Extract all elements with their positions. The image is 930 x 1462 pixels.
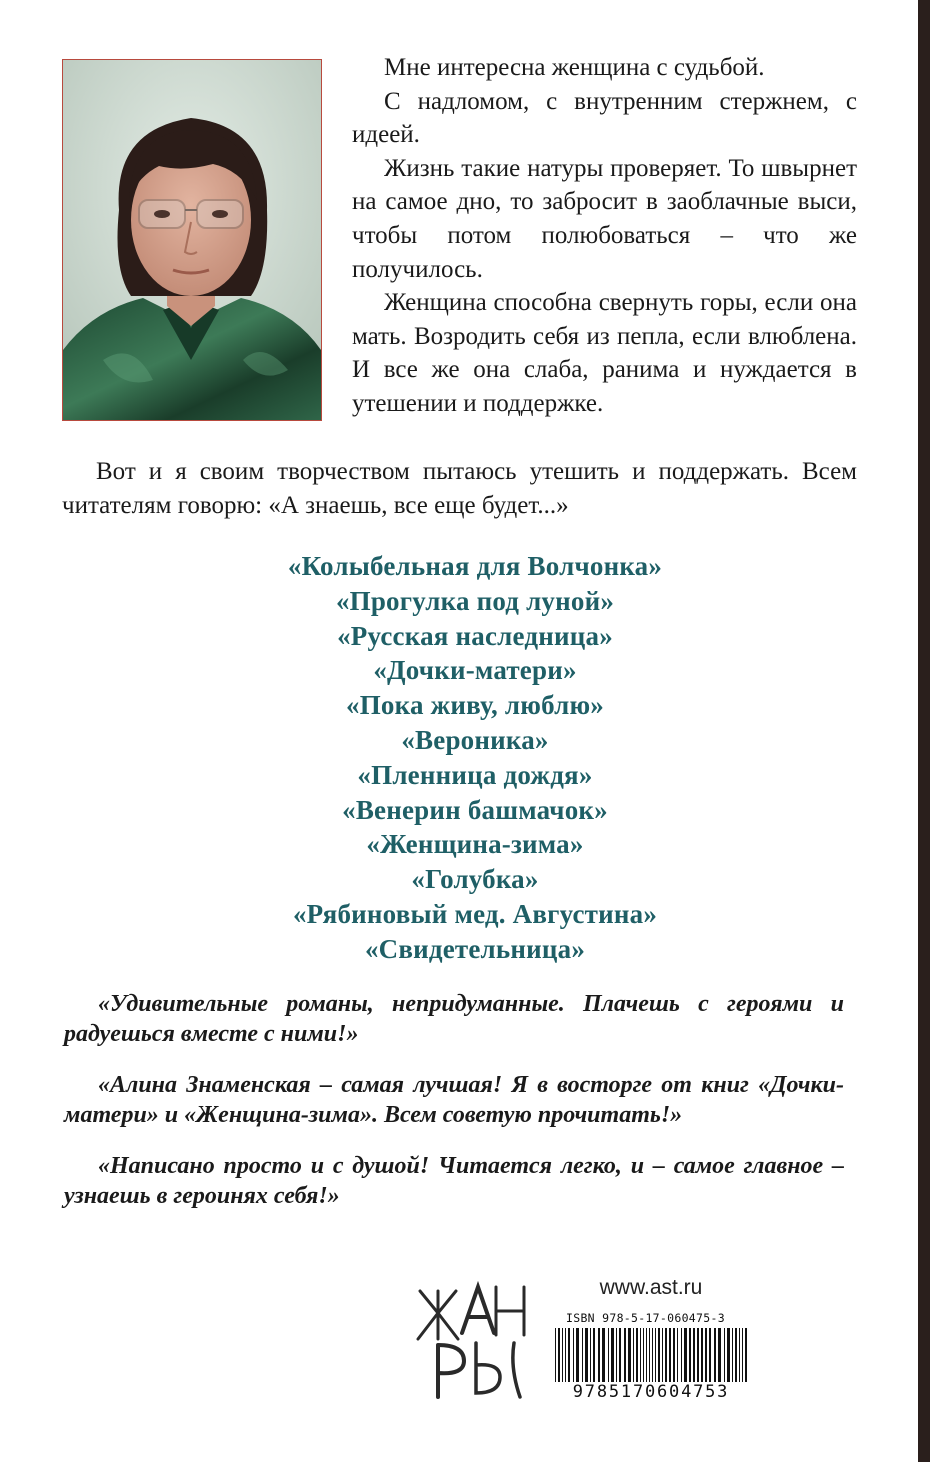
book-title: «Вероника» bbox=[401, 724, 549, 755]
barcode-bar bbox=[624, 1328, 626, 1390]
barcode-bar bbox=[590, 1328, 591, 1390]
barcode-bar bbox=[582, 1328, 583, 1390]
barcode-bar bbox=[732, 1328, 733, 1390]
barcode-bar bbox=[562, 1328, 563, 1390]
book-title: «Дочки-матери» bbox=[373, 655, 577, 686]
cover-edge-strip bbox=[918, 0, 930, 1462]
barcode-bar bbox=[608, 1328, 609, 1390]
barcode-bar bbox=[576, 1328, 579, 1390]
barcode-bar bbox=[568, 1328, 570, 1390]
barcode-bar bbox=[724, 1328, 725, 1390]
review-quote: «Алина Знаменская – самая лучшая! Я в восторге от книг «Дочки-матери» и «Женщина-зима». Всем советую прочитать!» bbox=[64, 1072, 844, 1128]
intro-paragraph: Жизнь такие натуры проверяет. То швырнет на самое дно, то забросит в заоблачные выси, чтобы потом полюбоваться – что же получилось. bbox=[352, 154, 857, 283]
barcode-bar bbox=[573, 1328, 574, 1390]
barcode-bar bbox=[669, 1328, 671, 1390]
reader-reviews bbox=[64, 990, 844, 1233]
book-title: «Голубка» bbox=[411, 864, 539, 895]
barcode-bar bbox=[735, 1328, 737, 1390]
zhanry-logo bbox=[412, 1273, 542, 1403]
barcode-bar bbox=[636, 1328, 638, 1390]
book-title: «Женщина-зима» bbox=[366, 829, 584, 860]
barcode-bar bbox=[602, 1328, 605, 1390]
isbn-label: ISBN 978-5-17-060475-3 bbox=[566, 1311, 725, 1325]
book-title: «Пока живу, люблю» bbox=[346, 690, 604, 721]
barcode-bar bbox=[697, 1328, 699, 1390]
barcode-bar bbox=[684, 1328, 687, 1390]
intro-text-full-width bbox=[62, 455, 857, 522]
barcode-bar bbox=[585, 1328, 588, 1390]
book-title: «Венерин башмачок» bbox=[342, 794, 608, 825]
barcode-bar bbox=[619, 1328, 621, 1390]
barcode-bar bbox=[689, 1328, 691, 1390]
book-title: «Рябиновый мед. Августина» bbox=[292, 898, 658, 929]
book-title: «Прогулка под луной» bbox=[335, 585, 615, 616]
book-titles-list bbox=[60, 549, 890, 967]
barcode-number: 9785170604753 bbox=[572, 1382, 730, 1402]
barcode-bar bbox=[709, 1328, 711, 1390]
barcode-bar bbox=[616, 1328, 617, 1390]
barcode-bar bbox=[718, 1328, 721, 1390]
intro-paragraph: Женщина способна свернуть горы, если она мать. Возродить себя из пепла, если влюблена. И все же она слаба, ранима и нуждается в утешении и поддержке. bbox=[352, 289, 857, 417]
barcode-bar bbox=[714, 1328, 716, 1390]
barcode-bar bbox=[677, 1328, 678, 1390]
intro-paragraph: Мне интересна женщина с судьбой. bbox=[384, 54, 765, 81]
book-title: «Свидетельница» bbox=[364, 933, 586, 964]
barcode-bar bbox=[640, 1328, 641, 1390]
author-photo bbox=[62, 59, 322, 421]
intro-text-beside-photo bbox=[352, 51, 857, 421]
barcode-bar bbox=[658, 1328, 660, 1390]
barcode-bar bbox=[681, 1328, 682, 1390]
barcode-bar bbox=[593, 1328, 595, 1390]
barcode-bar bbox=[633, 1328, 634, 1390]
book-title: «Колыбельная для Волчонка» bbox=[287, 551, 663, 581]
publisher-website: www.ast.ru bbox=[599, 1276, 703, 1299]
barcode-bar bbox=[662, 1328, 663, 1390]
barcode-bar bbox=[727, 1328, 730, 1390]
intro-paragraph: Вот и я своим творчеством пытаюсь утешить и поддержать. Всем читателям говорю: «А знаешь, все еще будет...» bbox=[62, 458, 857, 519]
review-quote: «Написано просто и с душой! Читается легко, и – самое главное – узнаешь в героинях себя!» bbox=[64, 1153, 844, 1209]
review-quote: «Удивительные романы, непридуманные. Плачешь с героями и радуешься вместе с ними!» bbox=[64, 991, 844, 1047]
barcode-bar bbox=[628, 1328, 631, 1390]
barcode-bar bbox=[693, 1328, 695, 1390]
barcode-bar bbox=[598, 1328, 600, 1390]
barcode-bar bbox=[649, 1328, 650, 1390]
barcode-bar bbox=[673, 1328, 675, 1390]
barcode-bar bbox=[611, 1328, 614, 1390]
barcode-bar bbox=[665, 1328, 667, 1390]
book-title: «Пленница дождя» bbox=[357, 759, 593, 790]
barcode-bar bbox=[646, 1328, 647, 1390]
barcode-bar bbox=[643, 1328, 644, 1390]
barcode-bar bbox=[701, 1328, 703, 1390]
book-title: «Русская наследница» bbox=[337, 620, 613, 651]
barcode-bar bbox=[705, 1328, 707, 1390]
barcode-bar bbox=[739, 1328, 740, 1390]
barcode-bar bbox=[565, 1328, 566, 1390]
intro-paragraph: С надломом, с внутренним стержнем, с идеей. bbox=[352, 87, 857, 149]
